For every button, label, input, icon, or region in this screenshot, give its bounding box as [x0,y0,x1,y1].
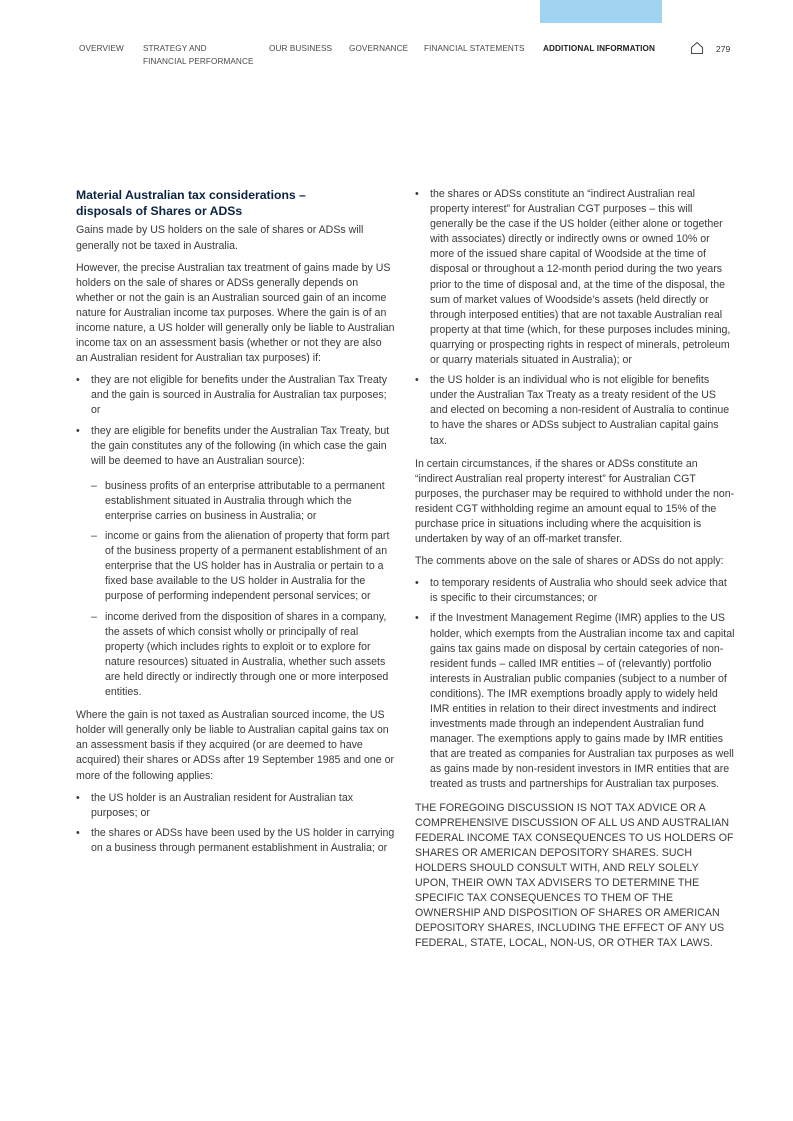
bullet-icon: • [76,374,80,387]
bullet-icon: • [76,826,80,839]
paragraph: In certain circumstances, if the shares or ADSs constitute an “indirect Australian real property interest” for Australian CGT purposes, the purchaser may be required to withhold under the non-resident CGT withholding regime an amount equal to 15% of the purchase price in situations including where the acquisition is undertaken by way of an off-market transfer. [415,457,735,546]
dash-item [91,610,396,701]
nav-governance[interactable]: GOVERNANCE [349,44,409,53]
bullet-item [76,424,396,701]
paragraph: However, the precise Australian tax treatment of gains made by US holders on the sale of shares or ADSs generally depends on whether or not the gain is an Australian sourced gain of an income nature for Australian income tax purposes. Where the gain is of an income nature, a US holder will generally only be liable to Australian income tax on an assessment basis (whether or not they are also an Australian resident for Australian tax purposes) if: [76,261,395,365]
home-icon[interactable] [690,41,704,55]
bullet-list [76,791,396,856]
section-heading [76,187,396,219]
bullet-text: the shares or ADSs constitute an “indirect Australian real property interest” for Australian CGT purposes – this will generally be the case if the US holder (either alone or together with associates) directly or indirectly owns or owned 10% or more of the issued share capital of Woodside at the time of disposal or throughout a 12-month period during the two years prior to the time of disposal and, at the time of the disposal, the sum of market values of Woodside’s assets (held directly or through interposed entities) that are not taxable Australian real property at that time (which, for these purposes includes mining, quarrying or prospecting rights in respect of minerals, petroleum or quarry materials situated in Australia); or [430,188,731,367]
bullet-text: they are not eligible for benefits under the Australian Tax Treaty and the gain is sourced in Australia for Australian tax purposes; or [91,374,388,417]
bullet-icon: • [76,791,80,804]
disclaimer-paragraph: THE FOREGOING DISCUSSION IS NOT TAX ADVICE OR A COMPREHENSIVE DISCUSSION OF ALL US AND AUSTRALIAN FEDERAL INCOME TAX CONSEQUENCES TO US HOLDERS OF SHARES OR AMERICAN DEPOSITORY SHARES. SUCH HOLDERS SHOULD CONSULT WITH, AND RELY SOLELY UPON, THEIR OWN TAX ADVISERS TO DETERMINE THE SPECIFIC TAX CONSEQUENCES TO THEM OF THE OWNERSHIP AND DISPOSITION OF SHARES OR AMERICAN DEPOSITORY SHARES, INCLUDING THE EFFECT OF ANY US FEDERAL, STATE, LOCAL, NON-US, OR OTHER TAX LAWS. [415,801,734,950]
page-number: 279 [716,44,731,54]
dash-icon: – [91,610,97,623]
dash-text: business profits of an enterprise attributable to a permanent establishment situated in Australia through which the enterprise carries on business in Australia; or [105,479,385,522]
nav-overview[interactable]: OVERVIEW [79,44,124,53]
bullet-icon: • [415,188,419,200]
nav-additional-information[interactable]: ADDITIONAL INFORMATION [543,44,655,53]
bullet-text: the US holder is an Australian resident for Australian tax purposes; or [91,791,354,819]
nav-strategy-financial-performance[interactable] [143,43,254,68]
bullet-item [415,373,735,448]
bullet-list [415,576,735,792]
bullet-text: they are eligible for benefits under the Australian Tax Treaty, but the gain constitutes any of the following (in which case the gain will be deemed to have an Australian source): [91,424,390,467]
dash-item [91,479,396,524]
dash-item [91,529,396,604]
nav-financial-statements[interactable]: FINANCIAL STATEMENTS [424,44,525,53]
paragraph: Where the gain is not taxed as Australian sourced income, the US holder will generally only be liable to Australian capital gains tax on an assessment basis if they acquired (or are deemed to have acquired) their shares or ADSs after 19 September 1985 and one or more of the following applies: [76,709,394,782]
bullet-item [415,576,735,606]
header-accent-tab [540,0,662,23]
section-heading-line2: disposals of Shares or ADSs [76,204,243,219]
bullet-list [76,373,396,700]
paragraph: The comments above on the sale of shares or ADSs do not apply: [415,555,724,568]
bullet-item [76,373,396,418]
dash-text: income derived from the disposition of shares in a company, the assets of which consist wholly or principally of real property (which includes rights to exploit or to explore for nature resources) situated in Australia, whether such assets are held directly or indirectly through one or more interposed entities. [105,610,389,699]
bullet-text: the shares or ADSs have been used by the US holder in carrying on a business through permanent establishment in Australia; or [91,826,395,854]
nav-strategy-label-line2: FINANCIAL PERFORMANCE [143,56,254,66]
bullet-item [76,791,396,821]
bullet-list [415,187,735,449]
top-navigation [0,43,793,73]
dash-text: income or gains from the alienation of property that form part of the business property of a permanent establishment of an enterprise that the US holder has in Australia or pertain to a fixed base available to the US holder in Australia for the purpose of performing independent personal services; or [105,530,390,603]
bullet-item [415,187,735,368]
bullet-item [76,826,396,856]
section-heading-line1: Material Australian tax considerations – [76,188,306,202]
bullet-icon: • [415,374,419,387]
right-column [415,187,735,959]
bullet-icon: • [76,424,80,437]
dash-icon: – [91,479,97,492]
dash-list [91,479,396,700]
paragraph: Gains made by US holders on the sale of shares or ADSs will generally not be taxed in Australia. [76,224,364,252]
dash-icon: – [91,530,97,543]
left-column [76,187,396,864]
bullet-icon: • [415,612,419,625]
bullet-text: the US holder is an individual who is not eligible for benefits under the Australian Tax Treaty as a treaty resident of the US and elected on becoming a non-resident of Australia to continue to have the shares or ADSs subject to Australian capital gains tax. [430,374,730,447]
nav-our-business[interactable]: OUR BUSINESS [269,44,333,53]
nav-strategy-label-line1: STRATEGY AND [143,44,207,53]
bullet-text: to temporary residents of Australia who should seek advice that is specific to their circumstances; or [430,577,727,605]
bullet-text: if the Investment Management Regime (IMR) applies to the US holder, which exempts from the Australian income tax and capital gains tax gains made on disposal by certain categories of non-resident funds – called IMR entities – of (relevantly) portfolio interests in Australian public companies (subject to a number of conditions). The IMR exemptions broadly apply to widely held IMR entities in relation to their direct investments and indirect investments made through an independent Australian fund manager. The exemptions apply to gains made by IMR entities that are treated as companies for Australian tax purposes as well as gains made by non-resident investors in IMR entities that are treated as trusts and partnerships for Australian tax purposes. [430,612,735,791]
bullet-icon: • [415,577,419,590]
bullet-item [415,611,735,792]
